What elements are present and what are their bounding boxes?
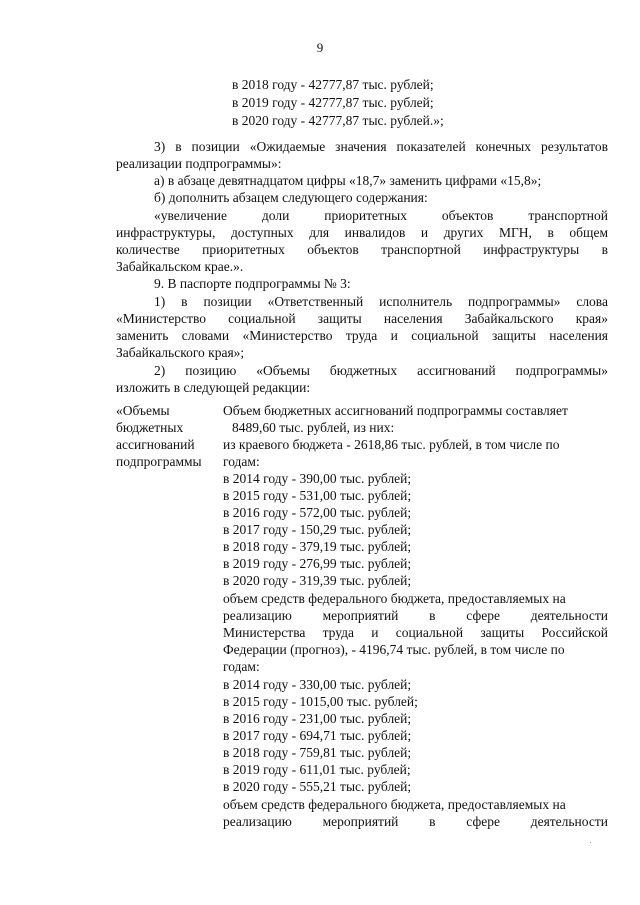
federal-text-line: Министерства труда и социальной защиты Российской: [223, 625, 608, 640]
federal-year-line: в 2014 году - 330,00 тыс. рублей;: [223, 677, 412, 692]
regional-year-line: в 2015 году - 531,00 тыс. рублей;: [223, 488, 412, 503]
item3-b: б) дополнить абзацем следующего содержания:: [154, 190, 428, 205]
table-left-label: подпрограммы: [116, 454, 202, 469]
table-right-line: из краевого бюджета - 2618,86 тыс. рублей, в том числе по: [223, 437, 560, 452]
item9-line: «Министерство социальной защиты населения Забайкальского края»: [116, 311, 608, 326]
page-number: 9: [316, 40, 324, 55]
item9-line: Забайкальского края»;: [116, 345, 245, 360]
item9-line: заменить словами «Министерство труда и социальной защиты населения: [116, 328, 608, 343]
table-left-label: бюджетных: [116, 420, 184, 435]
regional-year-line: в 2018 году - 379,19 тыс. рублей;: [223, 539, 412, 554]
federal-year-line: в 2017 году - 694,71 тыс. рублей;: [223, 728, 412, 743]
table-right-line: годам:: [223, 454, 260, 469]
federal-year-line: в 2019 году - 611,01 тыс. рублей;: [223, 762, 411, 777]
regional-year-line: в 2017 году - 150,29 тыс. рублей;: [223, 522, 412, 537]
regional-year-line: в 2019 году - 276,99 тыс. рублей;: [223, 556, 412, 571]
regional-year-line: в 2014 году - 390,00 тыс. рублей;: [223, 471, 412, 486]
item9-title: 9. В паспорте подпрограммы № 3:: [154, 276, 351, 291]
federal-text-line: Федерации (прогноз), - 4196,74 тыс. рублей, в том числе по: [223, 642, 565, 657]
federal-year-line: в 2020 году - 555,21 тыс. рублей;: [223, 779, 412, 794]
federal-text-line: реализацию мероприятий в сфере деятельности: [223, 608, 608, 623]
item3-quote-line: количестве приоритетных объектов транспортной инфраструктуры в: [116, 242, 608, 257]
item9-line: 1) в позиции «Ответственный исполнитель подпрограммы» слова: [154, 294, 608, 309]
federal-year-line: в 2018 году - 759,81 тыс. рублей;: [223, 745, 412, 760]
federal-text-line: годам:: [223, 659, 260, 674]
regional-year-line: в 2016 году - 572,00 тыс. рублей;: [223, 505, 412, 520]
item3-a: а) в абзаце девятнадцатом цифры «18,7» заменить цифрами «15,8»;: [154, 173, 542, 188]
table-right-line: 8489,60 тыс. рублей, из них:: [232, 420, 395, 435]
top-year-line: в 2019 году - 42777,87 тыс. рублей;: [232, 95, 434, 110]
item9-line: изложить в следующей редакции:: [116, 380, 311, 395]
federal-text-line: объем средств федерального бюджета, предоставляемых на: [223, 797, 566, 812]
federal-text-line: объем средств федерального бюджета, предоставляемых на: [223, 591, 566, 606]
table-right-line: Объем бюджетных ассигнований подпрограммы составляет: [223, 403, 568, 418]
table-left-label: ассигнований: [116, 437, 195, 452]
table-left-label: «Объемы: [116, 403, 170, 418]
top-year-line: в 2020 году - 42777,87 тыс. рублей.»;: [232, 113, 444, 128]
regional-year-line: в 2020 году - 319,39 тыс. рублей;: [223, 573, 412, 588]
federal-year-line: в 2015 году - 1015,00 тыс. рублей;: [223, 694, 418, 709]
item3-line: реализации подпрограммы»:: [116, 156, 282, 171]
federal-text-line: реализацию мероприятий в сфере деятельности: [223, 814, 608, 829]
federal-year-line: в 2016 году - 231,00 тыс. рублей;: [223, 711, 412, 726]
item3-quote-line: Забайкальском крае.».: [116, 259, 244, 274]
item9-line: 2) позицию «Объемы бюджетных ассигнований подпрограммы»: [154, 363, 608, 378]
item3-line: 3) в позиции «Ожидаемые значения показателей конечных результатов: [154, 139, 608, 154]
item3-quote-line: инфраструктуры, доступных для инвалидов и других МГН, в общем: [116, 225, 608, 240]
top-year-line: в 2018 году - 42777,87 тыс. рублей;: [232, 77, 434, 92]
scan-speck: [590, 842, 591, 843]
item3-quote-line: «увеличение доли приоритетных объектов транспортной: [154, 208, 608, 223]
